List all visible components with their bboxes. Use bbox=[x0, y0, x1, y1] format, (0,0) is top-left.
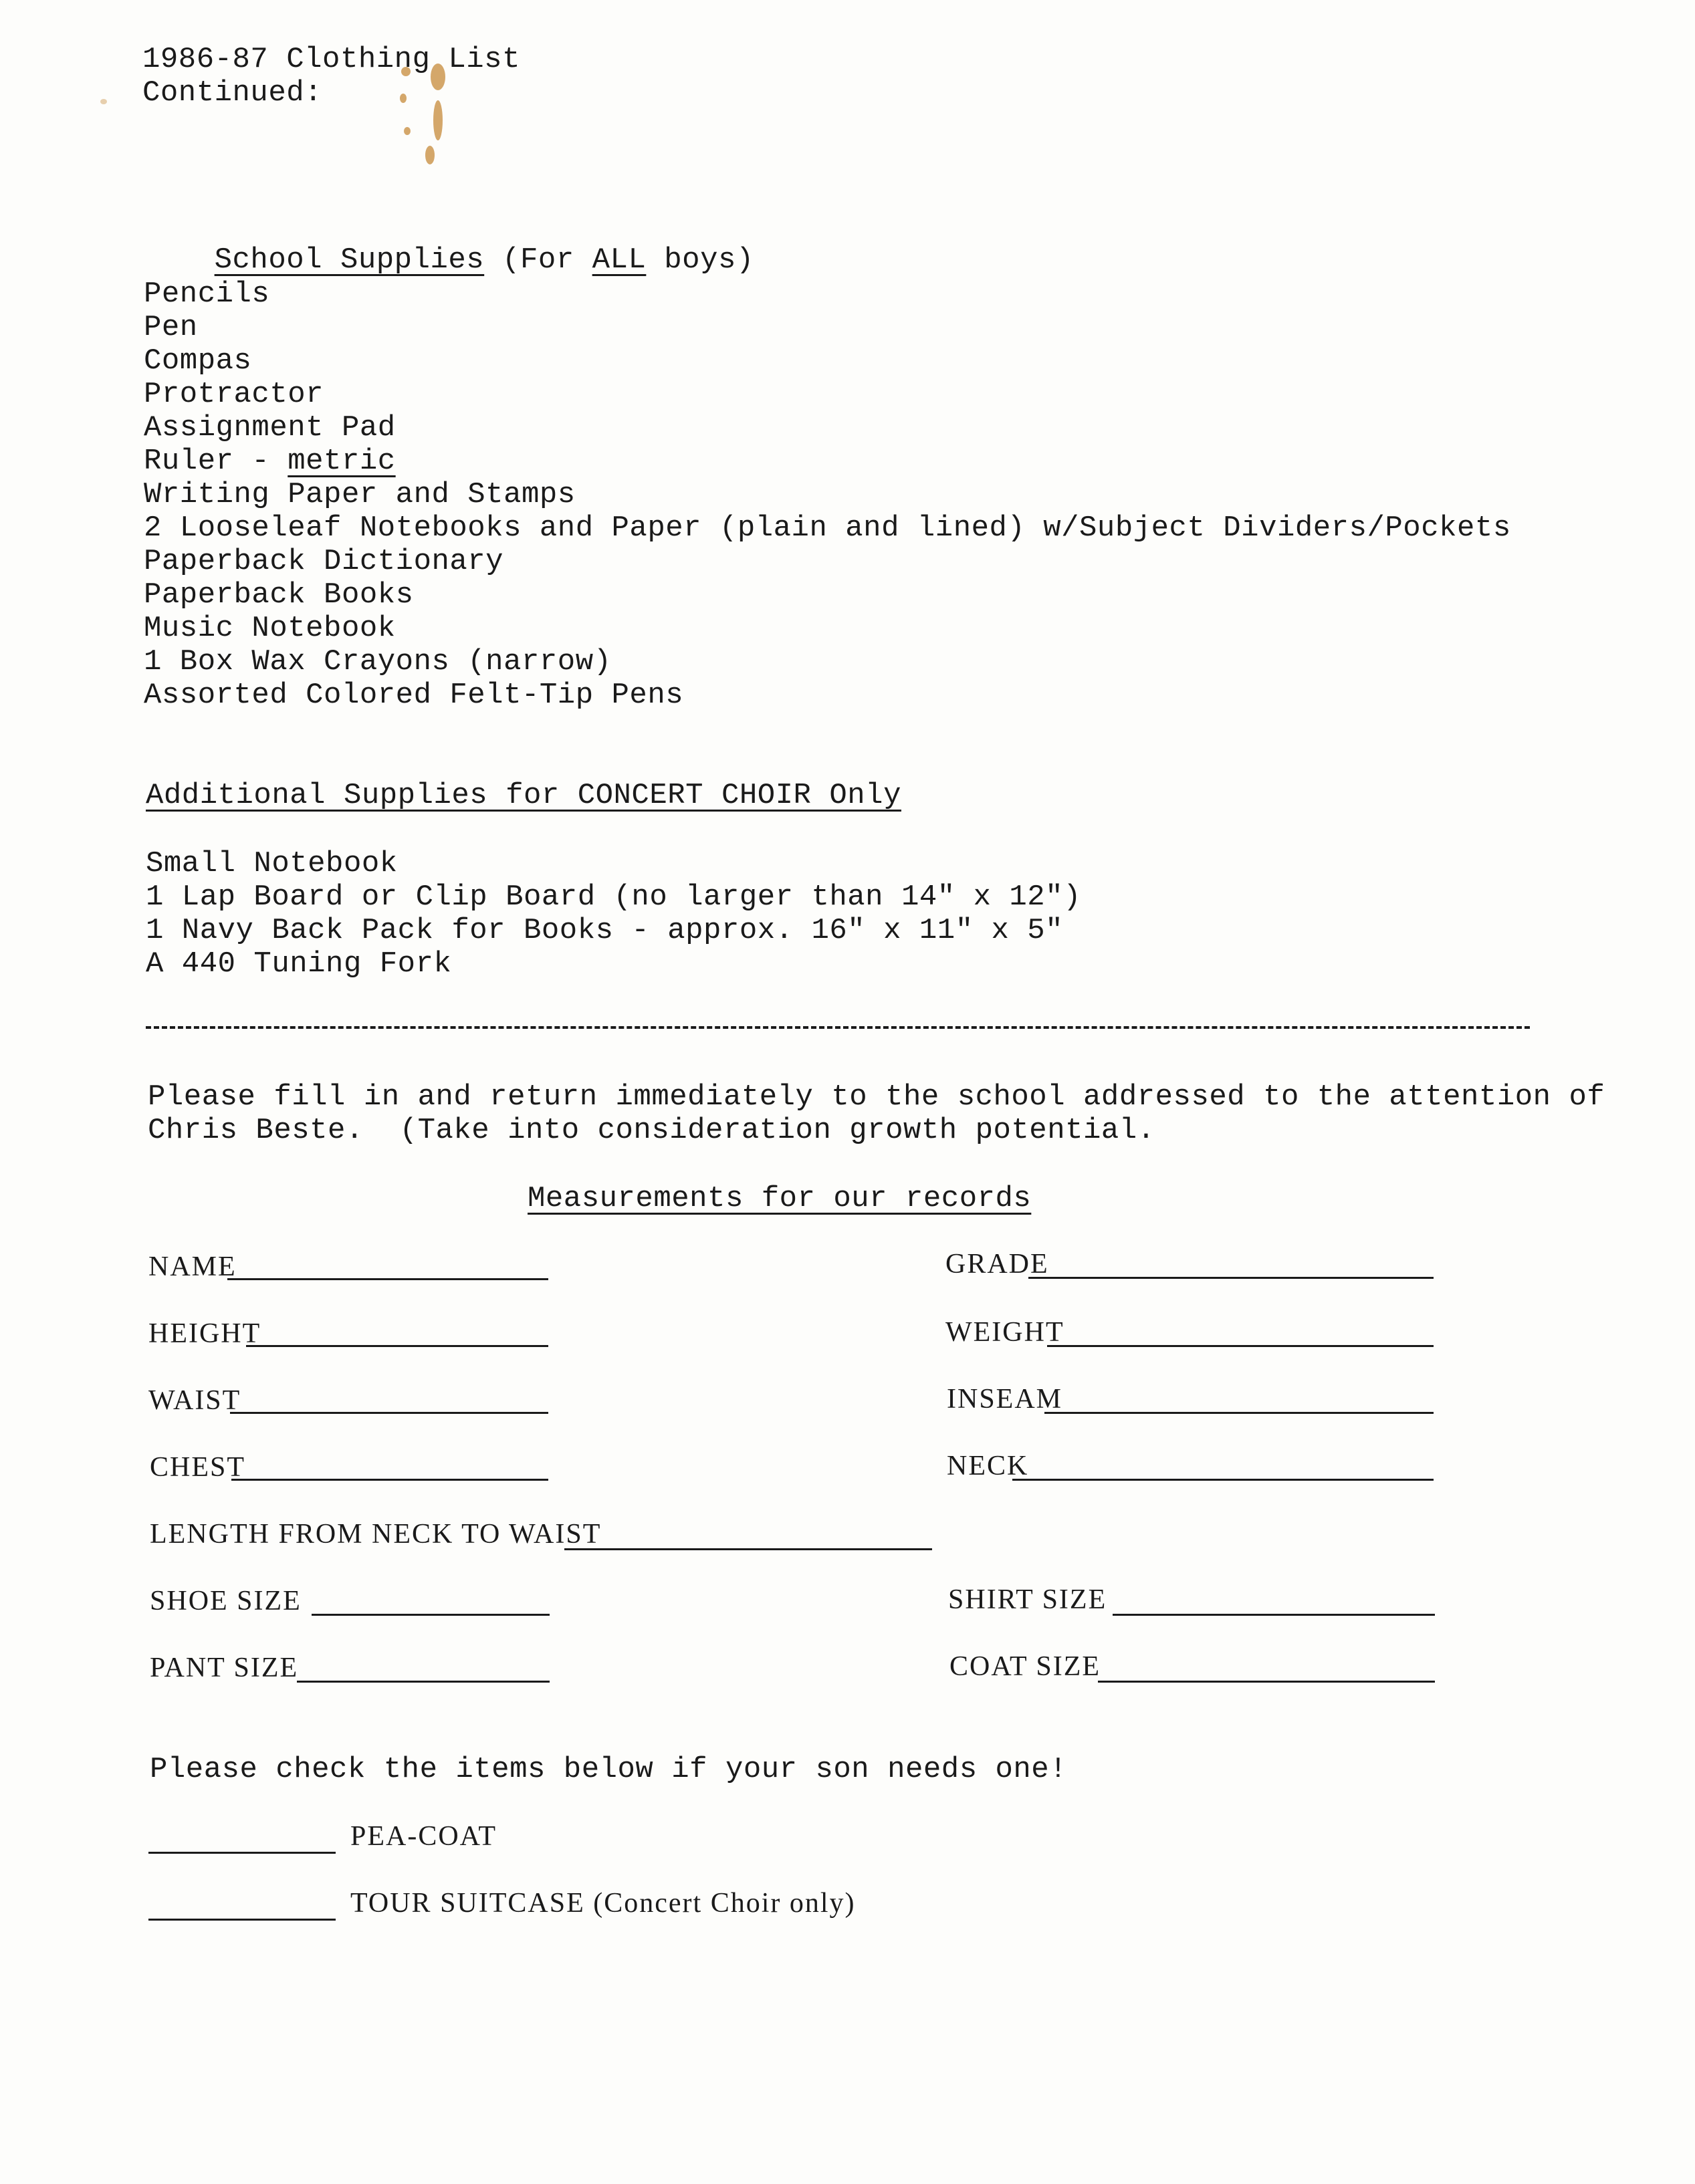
instructions-line-1: Please fill in and return immediately to the school addressed to the attention of bbox=[148, 1080, 1605, 1114]
list-item: 1 Box Wax Crayons (narrow) bbox=[144, 645, 612, 679]
coat-size-field[interactable] bbox=[1098, 1681, 1435, 1683]
list-item bbox=[144, 445, 396, 478]
name-field[interactable] bbox=[227, 1278, 548, 1280]
stain-mark bbox=[400, 94, 407, 103]
tour-suitcase-label: TOUR SUITCASE (Concert Choir only) bbox=[350, 1888, 856, 1919]
list-item: Music Notebook bbox=[144, 612, 396, 645]
list-item: Paperback Books bbox=[144, 578, 414, 612]
shoe-size-label: SHOE SIZE bbox=[150, 1586, 302, 1616]
waist-label: WAIST bbox=[148, 1385, 241, 1416]
list-item: A 440 Tuning Fork bbox=[146, 947, 452, 981]
weight-label: WEIGHT bbox=[945, 1317, 1064, 1348]
dashed-divider bbox=[146, 1026, 1530, 1029]
height-field[interactable] bbox=[246, 1345, 548, 1347]
stain-mark bbox=[425, 146, 435, 164]
shirt-size-label: SHIRT SIZE bbox=[948, 1584, 1107, 1615]
list-item: Assignment Pad bbox=[144, 411, 396, 445]
list-item: 2 Looseleaf Notebooks and Paper (plain and lined) w/Subject Dividers/Pockets bbox=[144, 511, 1511, 545]
list-item: Protractor bbox=[144, 378, 324, 411]
inseam-label: INSEAM bbox=[947, 1384, 1063, 1415]
tour-suitcase-checkbox-line[interactable] bbox=[148, 1919, 336, 1921]
length-field[interactable] bbox=[564, 1548, 932, 1550]
shirt-size-field[interactable] bbox=[1113, 1614, 1435, 1616]
name-label: NAME bbox=[148, 1251, 237, 1282]
heading-suffix-all: ALL bbox=[592, 243, 647, 277]
waist-field[interactable] bbox=[230, 1412, 548, 1414]
neck-field[interactable] bbox=[1012, 1479, 1434, 1481]
pant-size-label: PANT SIZE bbox=[150, 1653, 299, 1683]
document-title: 1986-87 Clothing List bbox=[142, 43, 520, 76]
choir-supplies-heading: Additional Supplies for CONCERT CHOIR Only bbox=[146, 779, 901, 812]
list-item: Pen bbox=[144, 311, 198, 344]
stain-mark bbox=[100, 99, 107, 104]
height-label: HEIGHT bbox=[148, 1318, 261, 1349]
grade-field[interactable] bbox=[1028, 1277, 1434, 1279]
pant-size-field[interactable] bbox=[297, 1681, 550, 1683]
document-subtitle: Continued: bbox=[142, 76, 323, 110]
length-label: LENGTH FROM NECK TO WAIST bbox=[150, 1519, 602, 1550]
ruler-label: Ruler - bbox=[144, 445, 288, 478]
instructions-line-2: Chris Beste. (Take into consideration growth potential. bbox=[148, 1114, 1155, 1147]
heading-suffix-pre: (For bbox=[502, 243, 592, 277]
inseam-field[interactable] bbox=[1044, 1412, 1434, 1414]
grade-label: GRADE bbox=[945, 1249, 1049, 1280]
school-supplies-title: School Supplies bbox=[214, 243, 485, 277]
checklist-prompt: Please check the items below if your son needs one! bbox=[150, 1753, 1068, 1786]
chest-field[interactable] bbox=[231, 1479, 548, 1481]
list-item: 1 Navy Back Pack for Books - approx. 16" x 11" x 5" bbox=[146, 914, 1064, 947]
pea-coat-checkbox-line[interactable] bbox=[148, 1852, 336, 1854]
list-item: Paperback Dictionary bbox=[144, 545, 504, 578]
ruler-metric: metric bbox=[288, 445, 396, 478]
stain-mark bbox=[433, 100, 443, 140]
coat-size-label: COAT SIZE bbox=[949, 1651, 1101, 1682]
pea-coat-label: PEA-COAT bbox=[350, 1821, 497, 1852]
neck-label: NECK bbox=[947, 1451, 1029, 1481]
list-item: Assorted Colored Felt-Tip Pens bbox=[144, 679, 684, 712]
measurements-heading: Measurements for our records bbox=[528, 1182, 1032, 1215]
heading-suffix-post: boys) bbox=[646, 243, 754, 277]
list-item: 1 Lap Board or Clip Board (no larger than 14" x 12") bbox=[146, 880, 1082, 914]
weight-field[interactable] bbox=[1047, 1345, 1434, 1347]
shoe-size-field[interactable] bbox=[312, 1614, 550, 1616]
list-item: Compas bbox=[144, 344, 252, 378]
list-item: Pencils bbox=[144, 277, 270, 311]
stain-mark bbox=[404, 127, 411, 135]
list-item: Small Notebook bbox=[146, 847, 398, 880]
list-item: Writing Paper and Stamps bbox=[144, 478, 576, 511]
chest-label: CHEST bbox=[150, 1452, 246, 1483]
